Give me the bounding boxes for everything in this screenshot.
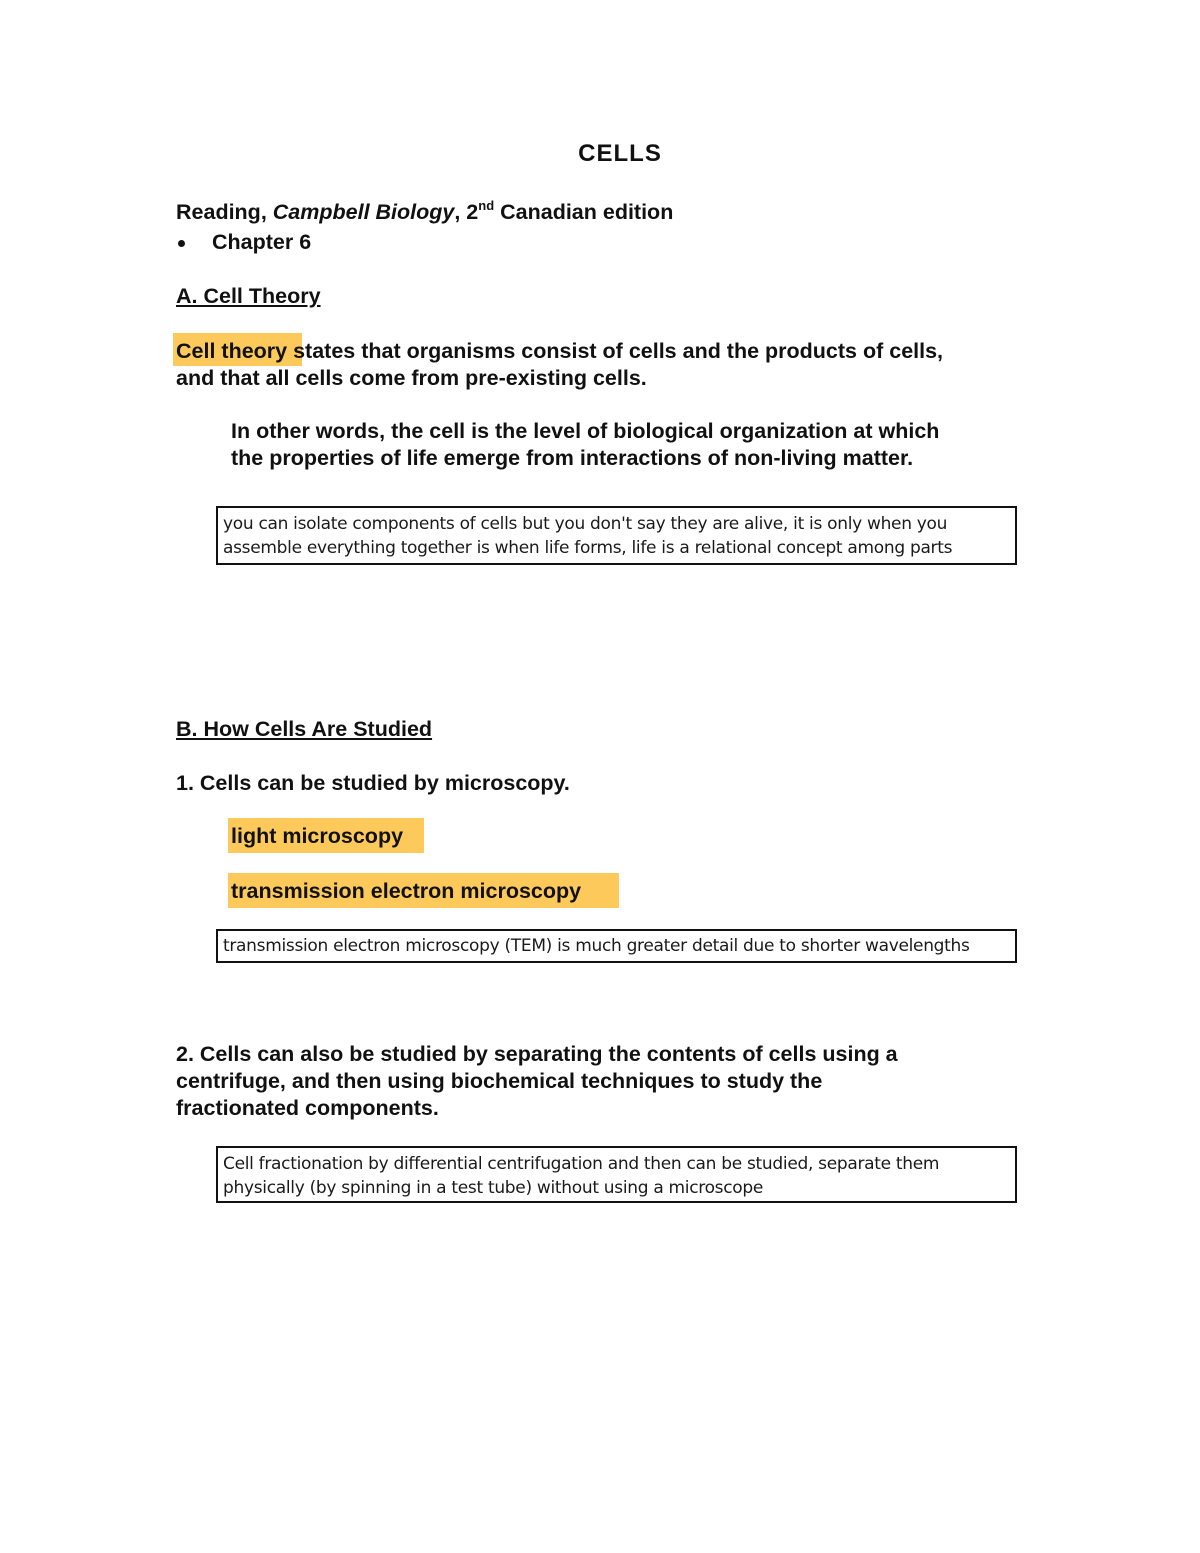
point-2-line3: fractionated components. <box>176 1096 439 1120</box>
method-light-microscopy: light microscopy <box>231 824 404 848</box>
note-line: physically (by spinning in a test tube) without using a microscope <box>223 1178 764 1198</box>
cell-theory-statement-line2: and that all cells come from pre-existing cells. <box>176 366 647 390</box>
book-title: Campbell Biology <box>272 200 455 224</box>
point-2-line2: centrifuge, and then using biochemical techniques to study the <box>176 1069 823 1093</box>
reading-prefix: Reading, <box>176 200 273 224</box>
note-line: transmission electron microscopy (TEM) is much greater detail due to shorter wavelengths <box>223 936 970 956</box>
other-words-line2: the properties of life emerge from interactions of non-living matter. <box>231 446 914 470</box>
cell-theory-statement-line1 <box>176 338 943 365</box>
edition-rest: Canadian edition <box>494 200 674 224</box>
note-box-fractionation <box>216 1146 1017 1203</box>
note-box-cell-theory <box>216 506 1017 565</box>
other-words-line1: In other words, the cell is the level of biological organization at which <box>231 419 940 443</box>
page-title: CELLS <box>578 140 662 167</box>
point-2-line1: 2. Cells can also be studied by separating the contents of cells using a <box>176 1042 898 1066</box>
cell-theory-term: Cell theory <box>176 339 288 363</box>
note-line: assemble everything together is when life forms, life is a relational concept among parts <box>223 538 953 558</box>
cell-theory-rest: states that organisms consist of cells and the products of cells, <box>287 339 944 363</box>
bullet-icon <box>178 240 185 247</box>
note-line: you can isolate components of cells but you don't say they are alive, it is only when you <box>223 514 948 534</box>
section-a-heading: A. Cell Theory <box>176 284 321 308</box>
edition-number: , 2 <box>454 200 479 224</box>
reading-line <box>176 199 673 226</box>
chapter-bullet: Chapter 6 <box>212 230 312 254</box>
section-b-heading: B. How Cells Are Studied <box>176 717 433 741</box>
note-line: Cell fractionation by differential centrifugation and then can be studied, separate them <box>223 1154 940 1174</box>
edition-superscript: nd <box>478 198 495 213</box>
note-box-tem <box>216 929 1017 963</box>
point-1: 1. Cells can be studied by microscopy. <box>176 771 570 795</box>
method-tem: transmission electron microscopy <box>231 879 582 903</box>
